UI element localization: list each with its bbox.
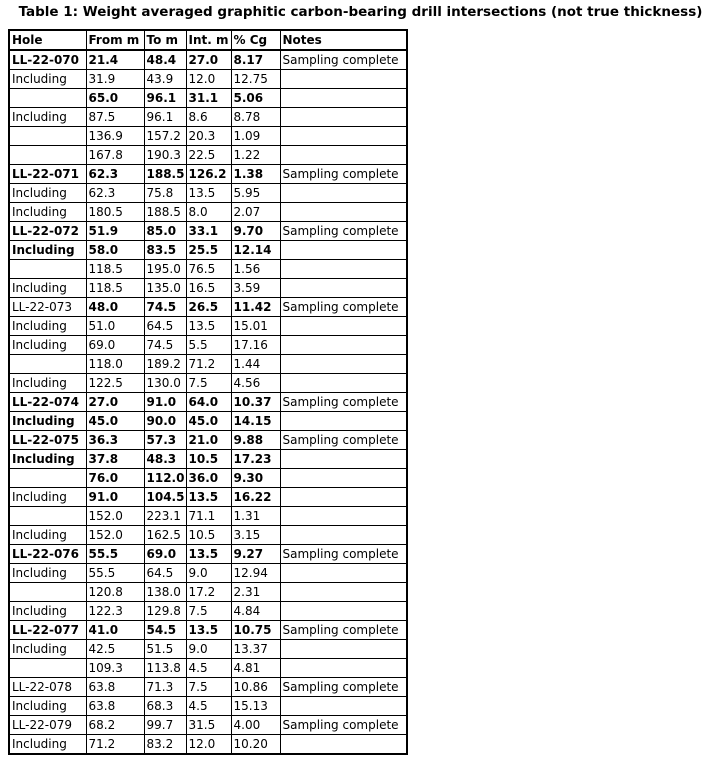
- cell-int-m: 10.5: [186, 450, 231, 469]
- cell-notes: [280, 336, 407, 355]
- cell-hole: LL-22-077: [9, 621, 86, 640]
- table-row: [9, 70, 407, 89]
- table-row: [9, 659, 407, 678]
- cell-pct-cg: 10.20: [231, 735, 280, 755]
- cell-hole: LL-22-075: [9, 431, 86, 450]
- cell-from-m: 152.0: [86, 507, 144, 526]
- cell-notes: [280, 127, 407, 146]
- table-row: [9, 108, 407, 127]
- cell-hole: LL-22-076: [9, 545, 86, 564]
- cell-to-m: 64.5: [144, 317, 186, 336]
- cell-to-m: 64.5: [144, 564, 186, 583]
- cell-int-m: 4.5: [186, 697, 231, 716]
- cell-pct-cg: 1.38: [231, 165, 280, 184]
- column-header-hole: Hole: [9, 30, 86, 50]
- table-row: [9, 298, 407, 317]
- cell-pct-cg: 12.94: [231, 564, 280, 583]
- cell-pct-cg: 9.27: [231, 545, 280, 564]
- table-row: [9, 184, 407, 203]
- cell-hole: [9, 355, 86, 374]
- cell-to-m: 83.5: [144, 241, 186, 260]
- cell-hole: LL-22-079: [9, 716, 86, 735]
- cell-pct-cg: 15.13: [231, 697, 280, 716]
- cell-to-m: 188.5: [144, 203, 186, 222]
- cell-from-m: 51.9: [86, 222, 144, 241]
- cell-int-m: 10.5: [186, 526, 231, 545]
- cell-int-m: 9.0: [186, 640, 231, 659]
- cell-notes: [280, 374, 407, 393]
- cell-from-m: 36.3: [86, 431, 144, 450]
- cell-to-m: 69.0: [144, 545, 186, 564]
- cell-hole: Including: [9, 184, 86, 203]
- table-row: [9, 89, 407, 108]
- cell-notes: [280, 89, 407, 108]
- cell-int-m: 7.5: [186, 374, 231, 393]
- cell-hole: [9, 583, 86, 602]
- cell-notes: [280, 488, 407, 507]
- cell-hole: Including: [9, 317, 86, 336]
- cell-pct-cg: 10.75: [231, 621, 280, 640]
- cell-hole: LL-22-070: [9, 50, 86, 70]
- cell-int-m: 12.0: [186, 735, 231, 755]
- cell-to-m: 57.3: [144, 431, 186, 450]
- cell-hole: LL-22-072: [9, 222, 86, 241]
- cell-to-m: 96.1: [144, 89, 186, 108]
- cell-from-m: 45.0: [86, 412, 144, 431]
- cell-to-m: 91.0: [144, 393, 186, 412]
- cell-int-m: 31.1: [186, 89, 231, 108]
- cell-notes: [280, 469, 407, 488]
- cell-from-m: 122.3: [86, 602, 144, 621]
- cell-from-m: 71.2: [86, 735, 144, 755]
- cell-from-m: 87.5: [86, 108, 144, 127]
- cell-hole: Including: [9, 526, 86, 545]
- cell-int-m: 71.1: [186, 507, 231, 526]
- cell-from-m: 167.8: [86, 146, 144, 165]
- cell-pct-cg: 5.95: [231, 184, 280, 203]
- cell-int-m: 33.1: [186, 222, 231, 241]
- cell-int-m: 71.2: [186, 355, 231, 374]
- cell-hole: Including: [9, 488, 86, 507]
- cell-notes: Sampling complete: [280, 678, 407, 697]
- column-header-cg: % Cg: [231, 30, 280, 50]
- cell-notes: Sampling complete: [280, 545, 407, 564]
- table-row: [9, 507, 407, 526]
- cell-hole: Including: [9, 241, 86, 260]
- cell-pct-cg: 3.59: [231, 279, 280, 298]
- cell-to-m: 90.0: [144, 412, 186, 431]
- table-row: [9, 355, 407, 374]
- cell-pct-cg: 12.14: [231, 241, 280, 260]
- cell-pct-cg: 5.06: [231, 89, 280, 108]
- table-row: [9, 526, 407, 545]
- cell-notes: Sampling complete: [280, 431, 407, 450]
- cell-to-m: 162.5: [144, 526, 186, 545]
- cell-to-m: 195.0: [144, 260, 186, 279]
- cell-int-m: 13.5: [186, 621, 231, 640]
- cell-pct-cg: 9.70: [231, 222, 280, 241]
- cell-hole: [9, 260, 86, 279]
- cell-notes: [280, 241, 407, 260]
- cell-pct-cg: 1.22: [231, 146, 280, 165]
- table-row: [9, 564, 407, 583]
- table-row: [9, 260, 407, 279]
- cell-pct-cg: 8.78: [231, 108, 280, 127]
- cell-to-m: 83.2: [144, 735, 186, 755]
- cell-hole: [9, 507, 86, 526]
- cell-pct-cg: 9.30: [231, 469, 280, 488]
- drill-intersections-table: [8, 29, 408, 755]
- cell-to-m: 75.8: [144, 184, 186, 203]
- cell-notes: Sampling complete: [280, 222, 407, 241]
- cell-from-m: 69.0: [86, 336, 144, 355]
- cell-from-m: 180.5: [86, 203, 144, 222]
- cell-hole: Including: [9, 412, 86, 431]
- cell-notes: Sampling complete: [280, 393, 407, 412]
- cell-to-m: 157.2: [144, 127, 186, 146]
- cell-int-m: 13.5: [186, 184, 231, 203]
- cell-from-m: 63.8: [86, 697, 144, 716]
- cell-hole: LL-22-078: [9, 678, 86, 697]
- table-row: [9, 583, 407, 602]
- table-row: [9, 241, 407, 260]
- cell-hole: LL-22-073: [9, 298, 86, 317]
- cell-to-m: 71.3: [144, 678, 186, 697]
- cell-int-m: 64.0: [186, 393, 231, 412]
- cell-to-m: 74.5: [144, 336, 186, 355]
- cell-notes: Sampling complete: [280, 165, 407, 184]
- cell-from-m: 136.9: [86, 127, 144, 146]
- cell-hole: Including: [9, 735, 86, 755]
- table-row: [9, 621, 407, 640]
- cell-hole: [9, 469, 86, 488]
- cell-from-m: 62.3: [86, 184, 144, 203]
- cell-notes: [280, 450, 407, 469]
- cell-from-m: 120.8: [86, 583, 144, 602]
- cell-to-m: 54.5: [144, 621, 186, 640]
- cell-to-m: 85.0: [144, 222, 186, 241]
- table-row: [9, 469, 407, 488]
- cell-int-m: 13.5: [186, 488, 231, 507]
- cell-pct-cg: 11.42: [231, 298, 280, 317]
- cell-from-m: 91.0: [86, 488, 144, 507]
- table-row: [9, 165, 407, 184]
- cell-to-m: 51.5: [144, 640, 186, 659]
- cell-to-m: 48.4: [144, 50, 186, 70]
- cell-notes: [280, 203, 407, 222]
- cell-int-m: 13.5: [186, 317, 231, 336]
- column-header-from: From m: [86, 30, 144, 50]
- cell-int-m: 16.5: [186, 279, 231, 298]
- cell-to-m: 48.3: [144, 450, 186, 469]
- cell-hole: Including: [9, 108, 86, 127]
- cell-from-m: 63.8: [86, 678, 144, 697]
- cell-notes: [280, 507, 407, 526]
- cell-from-m: 51.0: [86, 317, 144, 336]
- table-row: [9, 545, 407, 564]
- cell-hole: LL-22-074: [9, 393, 86, 412]
- table-row: [9, 50, 407, 70]
- cell-int-m: 20.3: [186, 127, 231, 146]
- cell-pct-cg: 1.31: [231, 507, 280, 526]
- cell-from-m: 118.0: [86, 355, 144, 374]
- cell-notes: [280, 412, 407, 431]
- cell-from-m: 68.2: [86, 716, 144, 735]
- cell-notes: Sampling complete: [280, 716, 407, 735]
- cell-to-m: 189.2: [144, 355, 186, 374]
- cell-to-m: 113.8: [144, 659, 186, 678]
- cell-pct-cg: 17.16: [231, 336, 280, 355]
- cell-int-m: 27.0: [186, 50, 231, 70]
- table-row: [9, 450, 407, 469]
- cell-hole: [9, 127, 86, 146]
- cell-notes: [280, 70, 407, 89]
- cell-notes: [280, 260, 407, 279]
- cell-from-m: 48.0: [86, 298, 144, 317]
- cell-from-m: 31.9: [86, 70, 144, 89]
- table-row: [9, 697, 407, 716]
- table-body: [9, 50, 407, 754]
- cell-int-m: 21.0: [186, 431, 231, 450]
- cell-to-m: 138.0: [144, 583, 186, 602]
- cell-to-m: 129.8: [144, 602, 186, 621]
- cell-pct-cg: 15.01: [231, 317, 280, 336]
- column-header-int: Int. m: [186, 30, 231, 50]
- cell-hole: Including: [9, 450, 86, 469]
- cell-hole: [9, 89, 86, 108]
- cell-notes: [280, 184, 407, 203]
- cell-notes: [280, 355, 407, 374]
- cell-notes: Sampling complete: [280, 298, 407, 317]
- cell-hole: Including: [9, 697, 86, 716]
- cell-pct-cg: 8.17: [231, 50, 280, 70]
- cell-hole: LL-22-071: [9, 165, 86, 184]
- cell-hole: Including: [9, 564, 86, 583]
- cell-to-m: 223.1: [144, 507, 186, 526]
- cell-pct-cg: 1.56: [231, 260, 280, 279]
- cell-notes: [280, 697, 407, 716]
- table-row: [9, 412, 407, 431]
- cell-to-m: 112.0: [144, 469, 186, 488]
- cell-int-m: 7.5: [186, 602, 231, 621]
- cell-hole: Including: [9, 203, 86, 222]
- cell-pct-cg: 1.44: [231, 355, 280, 374]
- cell-int-m: 13.5: [186, 545, 231, 564]
- table-row: [9, 203, 407, 222]
- cell-to-m: 190.3: [144, 146, 186, 165]
- cell-hole: Including: [9, 336, 86, 355]
- table-row: [9, 146, 407, 165]
- cell-from-m: 62.3: [86, 165, 144, 184]
- cell-to-m: 96.1: [144, 108, 186, 127]
- table-row: [9, 222, 407, 241]
- table-row: [9, 431, 407, 450]
- table-row: [9, 735, 407, 755]
- cell-from-m: 76.0: [86, 469, 144, 488]
- cell-from-m: 118.5: [86, 279, 144, 298]
- cell-to-m: 130.0: [144, 374, 186, 393]
- cell-hole: Including: [9, 279, 86, 298]
- cell-pct-cg: 1.09: [231, 127, 280, 146]
- cell-notes: [280, 735, 407, 755]
- cell-from-m: 27.0: [86, 393, 144, 412]
- cell-hole: Including: [9, 374, 86, 393]
- cell-from-m: 152.0: [86, 526, 144, 545]
- table-row: [9, 488, 407, 507]
- cell-pct-cg: 10.86: [231, 678, 280, 697]
- cell-int-m: 26.5: [186, 298, 231, 317]
- table-row: [9, 393, 407, 412]
- cell-to-m: 99.7: [144, 716, 186, 735]
- cell-pct-cg: 10.37: [231, 393, 280, 412]
- cell-int-m: 45.0: [186, 412, 231, 431]
- table-row: [9, 374, 407, 393]
- table-row: [9, 279, 407, 298]
- cell-notes: [280, 564, 407, 583]
- cell-from-m: 118.5: [86, 260, 144, 279]
- table-row: [9, 678, 407, 697]
- cell-notes: Sampling complete: [280, 621, 407, 640]
- cell-hole: Including: [9, 602, 86, 621]
- cell-pct-cg: 4.00: [231, 716, 280, 735]
- cell-pct-cg: 4.84: [231, 602, 280, 621]
- cell-pct-cg: 17.23: [231, 450, 280, 469]
- cell-int-m: 7.5: [186, 678, 231, 697]
- cell-from-m: 122.5: [86, 374, 144, 393]
- cell-int-m: 5.5: [186, 336, 231, 355]
- cell-to-m: 74.5: [144, 298, 186, 317]
- cell-from-m: 109.3: [86, 659, 144, 678]
- cell-int-m: 76.5: [186, 260, 231, 279]
- cell-int-m: 9.0: [186, 564, 231, 583]
- column-header-to: To m: [144, 30, 186, 50]
- cell-from-m: 58.0: [86, 241, 144, 260]
- cell-pct-cg: 14.15: [231, 412, 280, 431]
- table-row: [9, 336, 407, 355]
- cell-pct-cg: 16.22: [231, 488, 280, 507]
- cell-from-m: 21.4: [86, 50, 144, 70]
- cell-int-m: 25.5: [186, 241, 231, 260]
- table-row: [9, 317, 407, 336]
- cell-pct-cg: 12.75: [231, 70, 280, 89]
- cell-notes: [280, 108, 407, 127]
- cell-int-m: 126.2: [186, 165, 231, 184]
- table-row: [9, 127, 407, 146]
- cell-from-m: 37.8: [86, 450, 144, 469]
- cell-from-m: 65.0: [86, 89, 144, 108]
- cell-to-m: 43.9: [144, 70, 186, 89]
- cell-notes: [280, 640, 407, 659]
- cell-hole: Including: [9, 70, 86, 89]
- cell-pct-cg: 3.15: [231, 526, 280, 545]
- cell-int-m: 22.5: [186, 146, 231, 165]
- cell-from-m: 55.5: [86, 564, 144, 583]
- cell-int-m: 17.2: [186, 583, 231, 602]
- cell-notes: [280, 659, 407, 678]
- cell-hole: [9, 146, 86, 165]
- column-header-notes: Notes: [280, 30, 407, 50]
- cell-to-m: 135.0: [144, 279, 186, 298]
- cell-pct-cg: 2.07: [231, 203, 280, 222]
- cell-notes: [280, 602, 407, 621]
- cell-int-m: 8.0: [186, 203, 231, 222]
- cell-notes: [280, 526, 407, 545]
- header-row: [9, 30, 407, 50]
- cell-from-m: 41.0: [86, 621, 144, 640]
- table-row: [9, 716, 407, 735]
- cell-from-m: 55.5: [86, 545, 144, 564]
- cell-notes: [280, 146, 407, 165]
- table-title: Table 1: Weight averaged graphitic carbon-bearing drill intersections (not true thickness): [18, 4, 703, 20]
- cell-hole: Including: [9, 640, 86, 659]
- cell-pct-cg: 9.88: [231, 431, 280, 450]
- cell-int-m: 8.6: [186, 108, 231, 127]
- cell-to-m: 68.3: [144, 697, 186, 716]
- cell-pct-cg: 2.31: [231, 583, 280, 602]
- cell-notes: [280, 583, 407, 602]
- cell-pct-cg: 13.37: [231, 640, 280, 659]
- table-row: [9, 640, 407, 659]
- cell-int-m: 31.5: [186, 716, 231, 735]
- cell-notes: [280, 317, 407, 336]
- cell-notes: [280, 279, 407, 298]
- cell-pct-cg: 4.56: [231, 374, 280, 393]
- cell-int-m: 4.5: [186, 659, 231, 678]
- table-row: [9, 602, 407, 621]
- cell-to-m: 188.5: [144, 165, 186, 184]
- cell-to-m: 104.5: [144, 488, 186, 507]
- cell-int-m: 36.0: [186, 469, 231, 488]
- cell-hole: [9, 659, 86, 678]
- cell-notes: Sampling complete: [280, 50, 407, 70]
- cell-from-m: 42.5: [86, 640, 144, 659]
- cell-pct-cg: 4.81: [231, 659, 280, 678]
- cell-int-m: 12.0: [186, 70, 231, 89]
